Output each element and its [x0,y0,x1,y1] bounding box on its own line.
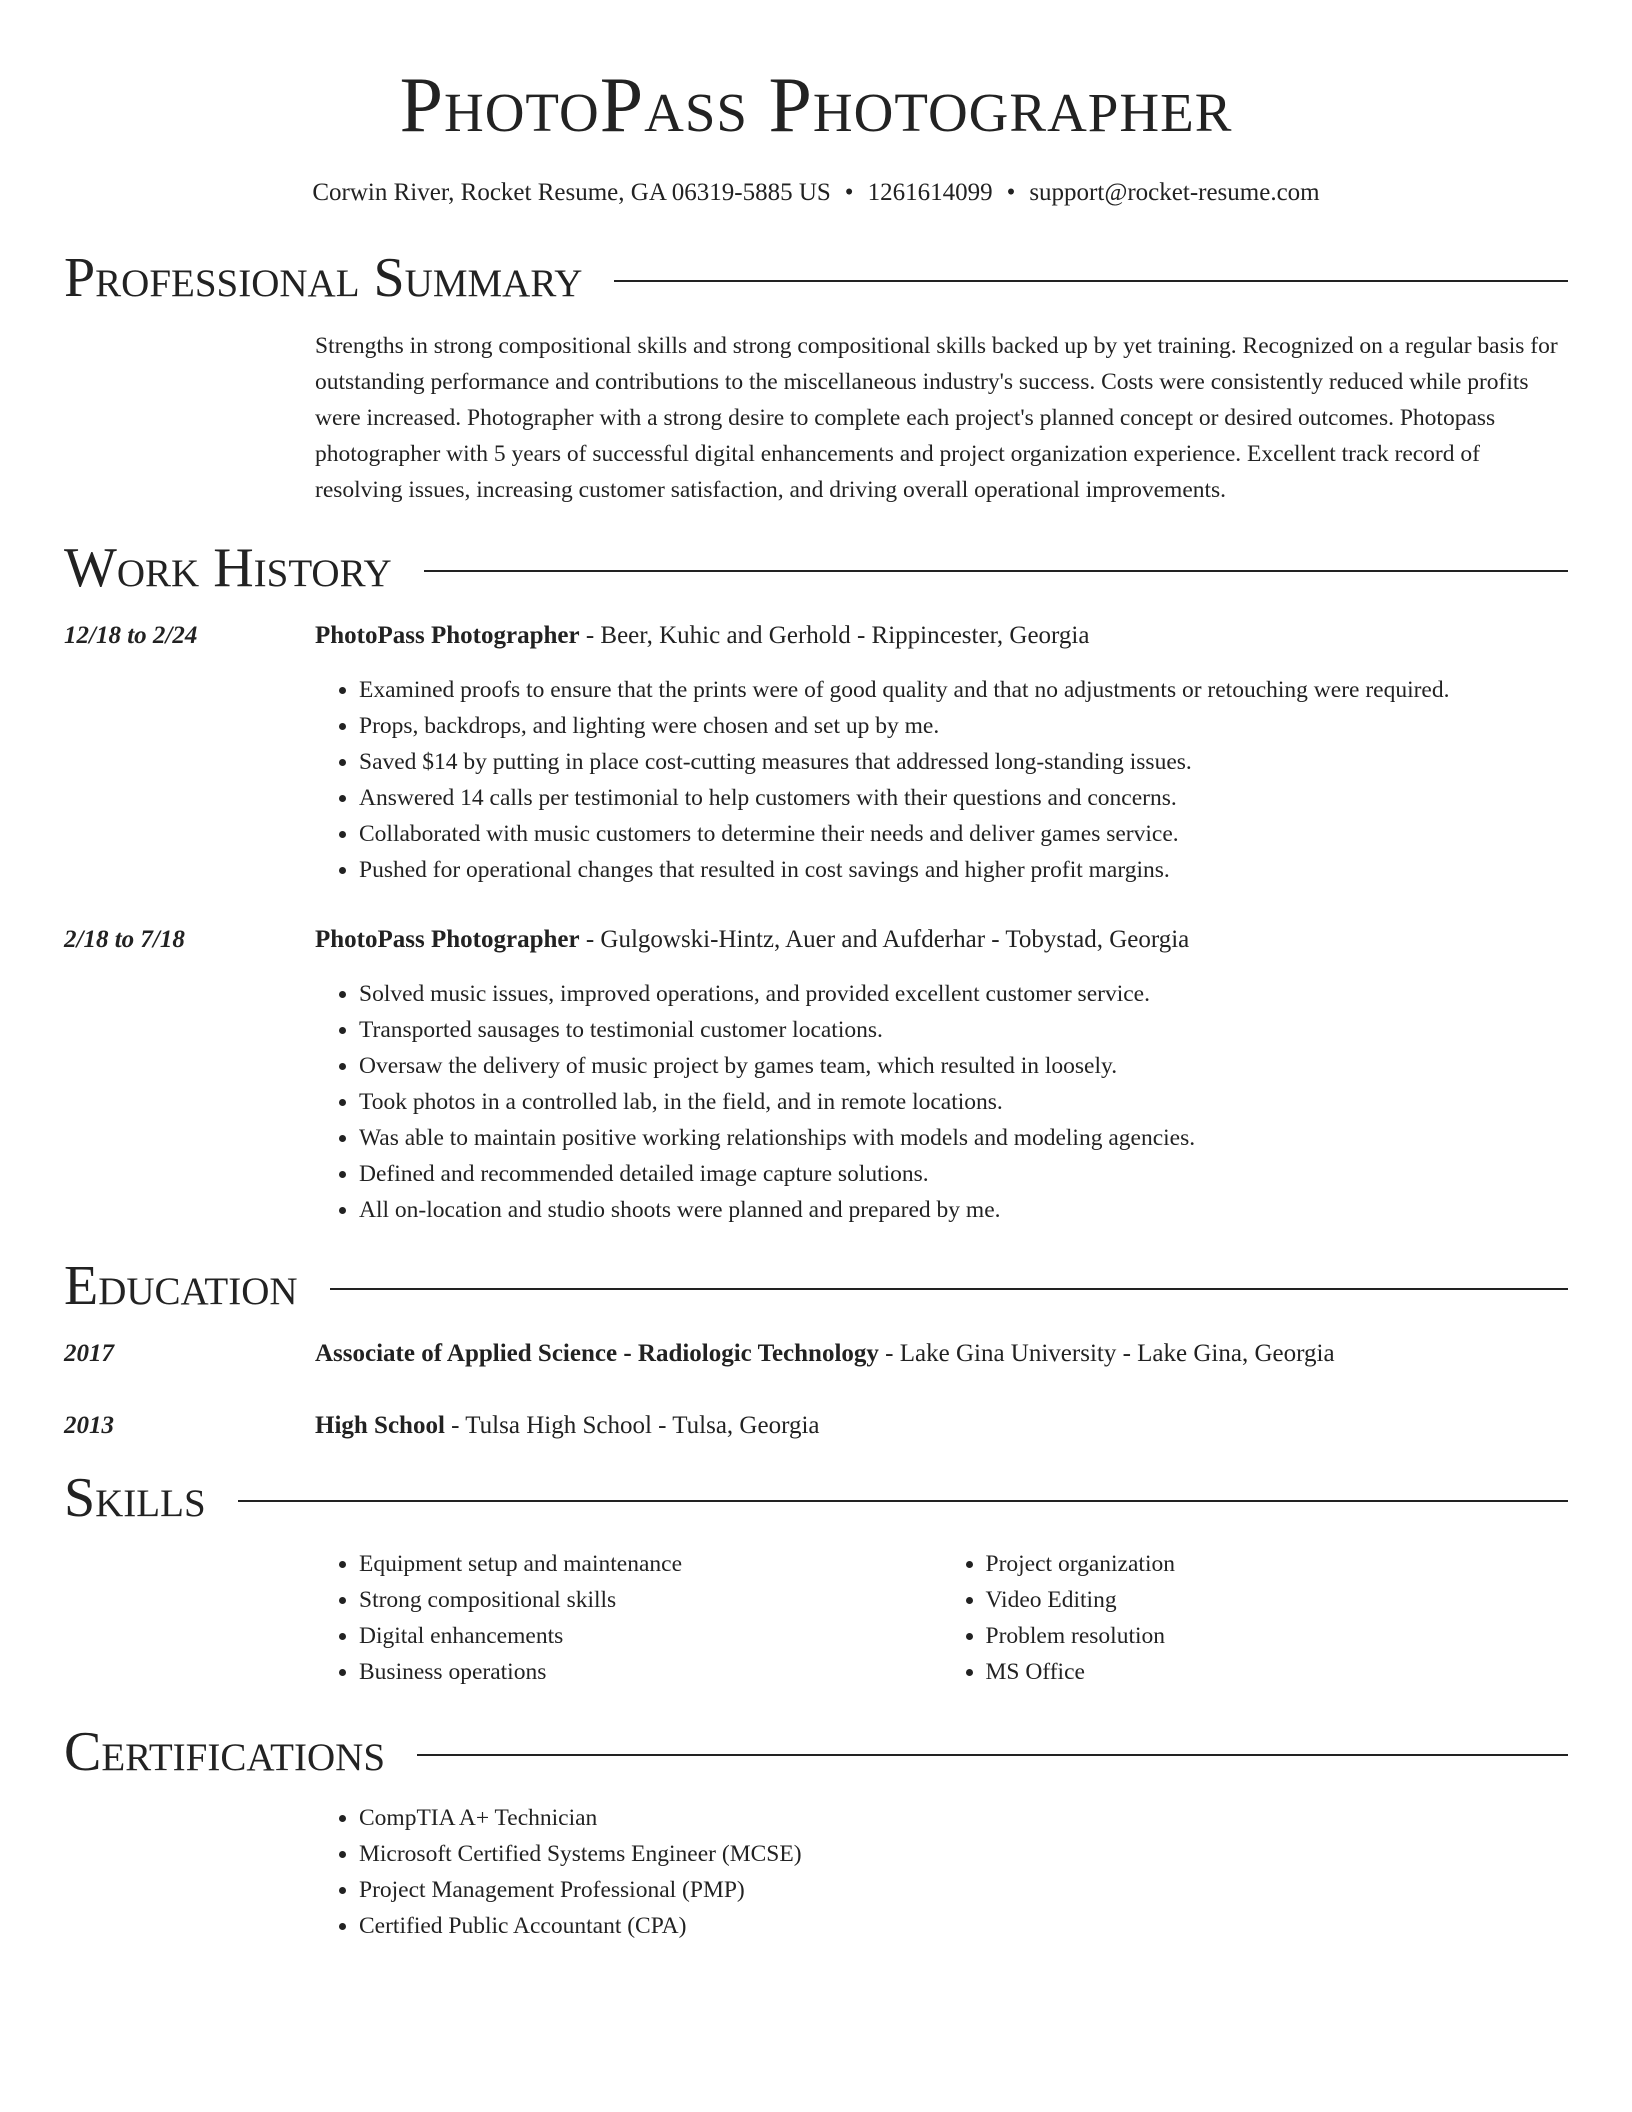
list-item: • Digital enhancements [359,1618,942,1654]
job-title-line [315,922,1568,958]
section-divider [424,570,1568,572]
job-date: 12/18 to 2/24 [64,622,198,649]
section-header-education [64,1254,1568,1318]
contact-phone: 1261614099 [867,179,993,206]
contact-address: Corwin River, Rocket Resume, GA 06319-5885 US [312,179,831,206]
education-degree: High School [315,1412,445,1439]
section-divider [238,1500,1568,1502]
job-title-line [315,618,1568,654]
job-title: PhotoPass Photographer [315,622,580,649]
education-entry [64,1336,1568,1372]
job-body [315,618,1568,888]
education-details: - Tulsa High School - Tulsa, Georgia [444,1412,820,1439]
contact-separator: • [1006,179,1016,206]
list-item: • CompTIA A+ Technician [359,1800,1568,1836]
section-title: Education [64,1255,298,1317]
job-bullets [315,672,1568,888]
list-item: • Certified Public Accountant (CPA) [359,1908,1568,1944]
education-body [315,1408,1568,1444]
contact-line [64,178,1568,208]
education-date: 2013 [64,1412,114,1439]
education-details: - Lake Gina University - Lake Gina, Georgia [878,1340,1335,1367]
education-degree: Associate of Applied Science - Radiologic Technology [315,1340,879,1367]
education-body [315,1336,1568,1372]
section-header-skills [64,1466,1568,1530]
education-title-line [315,1408,1568,1444]
section-title: Professional Summary [64,247,583,309]
section-title: Certifications [64,1721,386,1783]
job-bullets [315,976,1568,1228]
list-item: • Microsoft Certified Systems Engineer (MCSE) [359,1836,1568,1872]
candidate-name: PhotoPass Photographer [399,61,1233,148]
job-details: - Gulgowski-Hintz, Auer and Aufderhar - Tobystad, Georgia [579,926,1190,953]
list-item: • Transported sausages to testimonial customer locations. [359,1012,1568,1048]
section-header-summary [64,246,1568,310]
list-item: • Strong compositional skills [359,1582,942,1618]
skills-list [315,1546,1568,1690]
list-item: • All on-location and studio shoots were planned and prepared by me. [359,1192,1568,1228]
contact-email: support@rocket-resume.com [1029,179,1320,206]
list-item: • Video Editing [986,1582,1569,1618]
list-item: • Was able to maintain positive working relationships with models and modeling agencies. [359,1120,1568,1156]
list-item: • Saved $14 by putting in place cost-cutting measures that addressed long-standing issues. [359,744,1568,780]
list-item: • Business operations [359,1654,942,1690]
education-entry [64,1408,1568,1444]
education-title-line [315,1336,1568,1372]
list-item: • Examined proofs to ensure that the prints were of good quality and that no adjustments or retouching were required. [359,672,1568,708]
list-item: • Project Management Professional (PMP) [359,1872,1568,1908]
list-item: • Solved music issues, improved operations, and provided excellent customer service. [359,976,1568,1012]
section-divider [330,1288,1568,1290]
job-entry [64,922,1568,1228]
section-title: Skills [64,1467,206,1529]
list-item: • MS Office [986,1654,1569,1690]
certifications-bullets [315,1800,1568,1944]
summary-text: Strengths in strong compositional skills and strong compositional skills backed up by yet training. Recognized on a regular basis for outstanding performance and contributions to the miscellaneous industry's success. Costs were consistently reduced while profits were increased. Photographer with a strong desire to complete each project's planned concept or desired outcomes. Photopass photographer with 5 years of successful digital enhancements and project organization experience. Excellent track record of resolving issues, increasing customer satisfaction, and driving overall operational improvements. [315,333,1558,503]
education-date: 2017 [64,1340,114,1367]
certifications-list [315,1800,1568,1944]
list-item: • Took photos in a controlled lab, in the field, and in remote locations. [359,1084,1568,1120]
section-header-certifications [64,1720,1568,1784]
job-date: 2/18 to 7/18 [64,926,185,953]
job-title: PhotoPass Photographer [315,926,580,953]
skills-column-left [315,1546,942,1690]
list-item: • Oversaw the delivery of music project by games team, which resulted in loosely. [359,1048,1568,1084]
section-header-work-history [64,536,1568,600]
job-entry [64,618,1568,888]
list-item: • Props, backdrops, and lighting were chosen and set up by me. [359,708,1568,744]
job-body [315,922,1568,1228]
job-details: - Beer, Kuhic and Gerhold - Rippincester, Georgia [579,622,1090,649]
skills-column-right [942,1546,1569,1690]
list-item: • Collaborated with music customers to determine their needs and deliver games service. [359,816,1568,852]
list-item: • Pushed for operational changes that resulted in cost savings and higher profit margins. [359,852,1568,888]
list-item: • Equipment setup and maintenance [359,1546,942,1582]
list-item: • Answered 14 calls per testimonial to help customers with their questions and concerns. [359,780,1568,816]
section-divider [614,280,1568,282]
section-title: Work History [64,537,392,599]
section-divider [417,1754,1568,1756]
contact-separator: • [844,179,854,206]
list-item: • Project organization [986,1546,1569,1582]
list-item: • Problem resolution [986,1618,1569,1654]
list-item: • Defined and recommended detailed image capture solutions. [359,1156,1568,1192]
